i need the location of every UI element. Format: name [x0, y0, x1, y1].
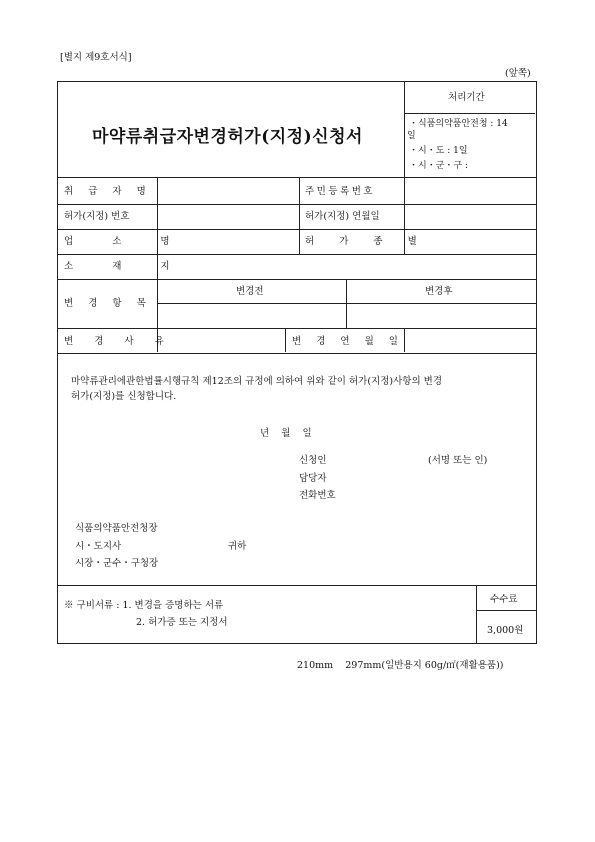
- label-change-reason: 변 경 사 유: [64, 336, 173, 347]
- label-license-type: 허 가 종 별: [305, 236, 428, 247]
- documents-label: ※ 구비서류 : 1. 변경을 증명하는 서류: [64, 600, 224, 611]
- handler-name-field[interactable]: [158, 178, 298, 203]
- license-no-field[interactable]: [158, 205, 298, 228]
- recipient-line: 식품의약품안전청장: [75, 523, 158, 534]
- location-field[interactable]: [158, 255, 535, 278]
- divider: [476, 585, 477, 643]
- divider: [57, 279, 536, 280]
- processing-line: ・식품의약품안전청 : 14: [409, 119, 508, 129]
- resident-no-field[interactable]: [405, 178, 535, 203]
- label-change-date: 변 경 연 월 일: [292, 336, 404, 347]
- label-change-items: 변 경 항 목: [64, 298, 152, 309]
- business-name-field[interactable]: [158, 230, 298, 253]
- phone-label: 전화번호: [299, 490, 336, 501]
- label-handler-name: 취 급 자 명: [64, 186, 152, 197]
- applicant-label: 신청인: [299, 455, 327, 466]
- label-business-name: 업 소 명: [64, 236, 188, 247]
- divider: [285, 328, 286, 352]
- divider: [476, 610, 536, 611]
- documents-item: 2. 허가증 또는 지정서: [136, 617, 228, 628]
- license-type-field[interactable]: [405, 230, 535, 253]
- change-date-field[interactable]: [405, 329, 535, 351]
- recipient-line: 시・도지사: [75, 541, 122, 552]
- change-reason-field[interactable]: [158, 329, 284, 351]
- person-in-charge-label: 담당자: [299, 473, 327, 484]
- honorific: 귀하: [228, 541, 247, 552]
- label-resident-no: 주민등록번호: [305, 186, 376, 197]
- applicant-field[interactable]: [335, 452, 420, 468]
- sign-label: (서명 또는 인): [428, 455, 488, 466]
- label-license-date: 허가(지정) 연월일: [305, 211, 380, 222]
- page-side-label: (앞쪽): [505, 68, 531, 79]
- date-line: 년 월 일: [260, 428, 312, 439]
- paper-spec-footer: 210mm 297mm(일반용지 60g/㎡(재활용품)): [297, 660, 504, 671]
- form-label: [별지 제9호서식]: [60, 52, 132, 63]
- license-date-field[interactable]: [405, 205, 535, 228]
- label-before: 변경전: [236, 286, 264, 297]
- fee-amount: 3,000원: [487, 625, 524, 636]
- statement-line: 허가(지정)를 신청합니다.: [71, 391, 177, 402]
- divider: [404, 113, 535, 114]
- label-location: 소 재 지: [64, 261, 188, 272]
- documents-box: [57, 585, 537, 644]
- processing-line: ・시・도 : 1일: [409, 146, 468, 156]
- statement-line: 마약류관리에관한법률시행규칙 제12조의 규정에 의하여 위와 같이 허가(지정)사항의 변경: [71, 376, 443, 387]
- phone-field[interactable]: [345, 487, 465, 503]
- person-in-charge-field[interactable]: [335, 470, 455, 486]
- after-field[interactable]: [347, 304, 535, 327]
- processing-line: 일: [407, 131, 416, 141]
- divider: [299, 177, 300, 254]
- before-field[interactable]: [158, 304, 345, 327]
- processing-line: ・시・군・구 :: [409, 161, 468, 171]
- recipient-line: 시장・군수・구청장: [75, 558, 159, 569]
- form-title: 마약류취급자변경허가(지정)신청서: [92, 127, 363, 147]
- processing-header: 처리기간: [448, 92, 485, 103]
- divider: [404, 81, 405, 177]
- fee-header: 수수료: [490, 594, 518, 605]
- label-license-no: 허가(지정) 번호: [64, 211, 130, 222]
- label-after: 변경후: [425, 286, 453, 297]
